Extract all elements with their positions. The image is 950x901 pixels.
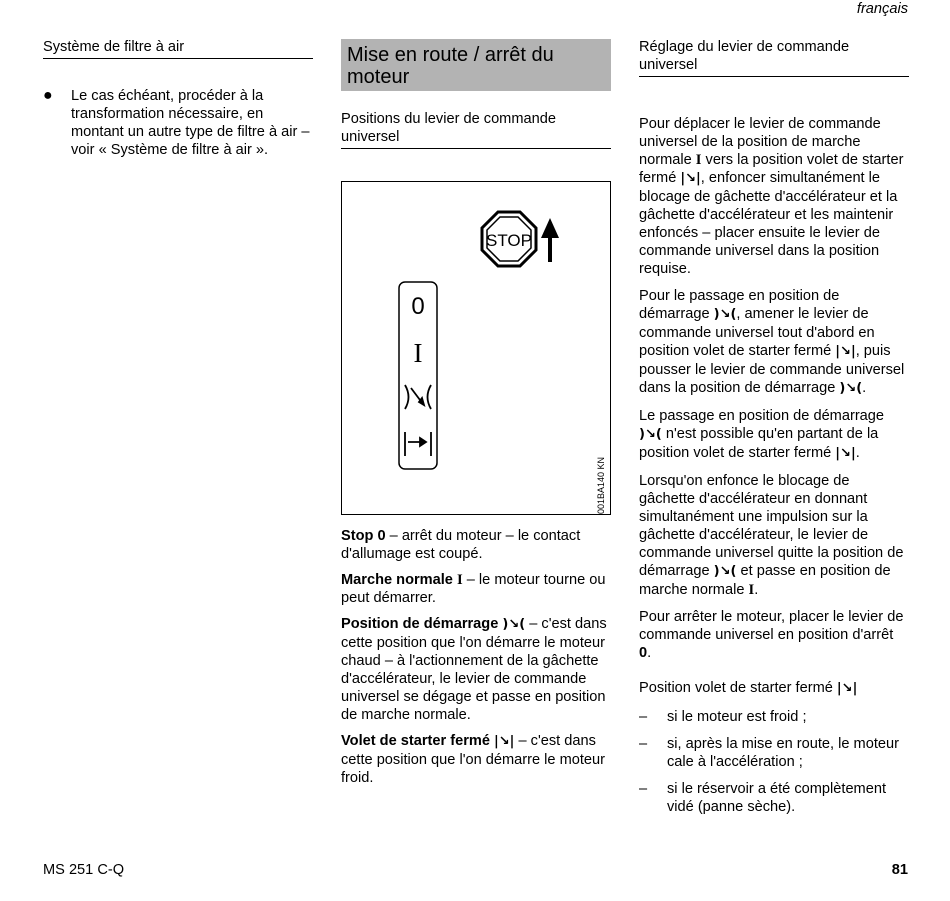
stop-label: STOP — [486, 231, 532, 250]
dash-marker: – — [639, 781, 648, 797]
dash-marker: – — [639, 709, 648, 725]
stop-octagon-icon — [482, 212, 536, 266]
paragraph-2: Pour le passage en position de démarrage )↘(, amener le levier de commande universel tout d'abord en position volet de starter fermé |↘|, puis pousser le levier de commande universel dans la position de démarrage )↘(. — [639, 288, 905, 396]
position-stop-symbol: 0 — [411, 293, 425, 320]
list-item — [639, 708, 909, 726]
section-heading-air-filter: Système de filtre à air — [43, 38, 313, 59]
subheading-choke-position: Position volet de starter fermé |↘| — [639, 680, 858, 696]
arrow-up-icon — [541, 218, 559, 262]
list-item-text: si le réservoir a été complètement vidé (panne sèche). — [667, 781, 886, 815]
figure-code: 001BA140 KN — [596, 456, 606, 514]
column-start-stop — [341, 38, 611, 787]
lever-positions-figure — [341, 181, 611, 515]
start-position-icon — [405, 385, 431, 409]
choke-description: Volet de starter fermé |↘| – c'est dans cette position que l'on démarre le moteur froid. — [341, 733, 605, 786]
column-air-filter — [43, 38, 313, 159]
list-item-text: si le moteur est froid ; — [667, 709, 807, 725]
start-description: Position de démarrage )↘( – c'est dans cette position que l'on démarre le moteur chaud – à l'actionnement de la gâchette d'accélérateur, le levier de commande universel se dégage et passe en position de marche normale. — [341, 616, 607, 723]
bullet-icon: ● — [43, 87, 53, 104]
list-item — [639, 735, 909, 771]
paragraph-4: Lorsqu'on enfonce le blocage de gâchette d'accélérateur en donnant simultanément une impulsion sur la gâchette d'accélérateur, le levier de commande universel quitte la position de démarrage )↘( et passe en position de marche normale I. — [639, 473, 904, 598]
stop-description: Stop 0 – arrêt du moteur – le contact d'allumage est coupé. — [341, 528, 581, 562]
subheading-lever-positions: Positions du levier de commande universel — [341, 110, 611, 149]
page-number: 81 — [891, 862, 908, 878]
bullet-text: Le cas échéant, procéder à la transformation nécessaire, en montant un autre type de filtre à air – voir « Système de filtre à air ». — [71, 88, 310, 158]
lever-diagram — [342, 182, 609, 513]
section-heading-lever-adjustment: Réglage du levier de commande universel — [639, 38, 909, 77]
section-heading-start-stop: Mise en route / arrêt du moteur — [341, 39, 611, 91]
list-item-text: si, après la mise en route, le moteur cale à l'accélération ; — [667, 736, 899, 770]
normal-description: Marche normale I – le moteur tourne ou peut démarrer. — [341, 572, 606, 606]
list-item — [639, 780, 909, 816]
paragraph-3: Le passage en position de démarrage )↘( n'est possible qu'en partant de la position volet de starter fermé |↘|. — [639, 408, 885, 461]
paragraph-5: Pour arrêter le moteur, placer le levier de commande universel en position d'arrêt 0. — [639, 609, 904, 661]
dash-marker: – — [639, 736, 648, 752]
language-label: français — [856, 1, 908, 17]
list-item — [43, 87, 313, 159]
position-normal-symbol: I — [413, 338, 423, 368]
footer-model: MS 251 C-Q — [43, 862, 125, 878]
choke-position-icon — [405, 432, 431, 456]
paragraph-1: Pour déplacer le levier de commande universel de la position de marche normale I vers la position volet de starter fermé |↘|, enfoncer simultanément le blocage de gâchette d'accélérateur et la gâchette d'accélérateur et les maintenir enfoncés – placer ensuite le levier de commande universel dans la position requise. — [639, 116, 904, 277]
column-lever-adjustment — [639, 38, 909, 816]
